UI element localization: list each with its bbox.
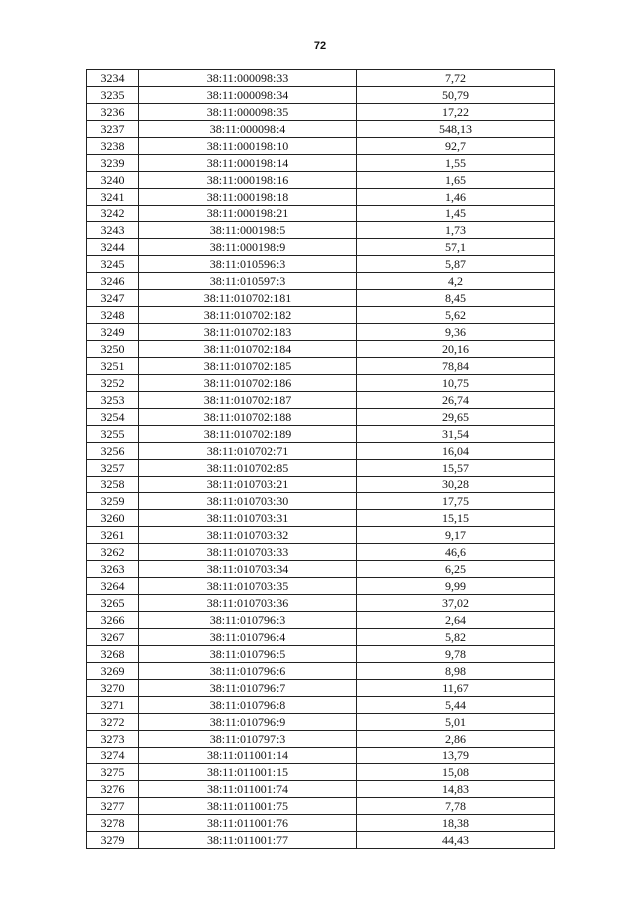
area-value-cell: 31,54 — [357, 425, 555, 442]
cadastral-number-cell: 38:11:000098:35 — [139, 103, 357, 120]
table-row — [87, 628, 555, 645]
row-number-cell: 3249 — [87, 324, 139, 341]
row-number-cell: 3270 — [87, 679, 139, 696]
row-number-cell: 3250 — [87, 341, 139, 358]
table-row — [87, 459, 555, 476]
area-value-cell: 6,25 — [357, 561, 555, 578]
table-row — [87, 154, 555, 171]
table-row — [87, 239, 555, 256]
table-row — [87, 256, 555, 273]
cadastral-number-cell: 38:11:010796:9 — [139, 713, 357, 730]
table-row — [87, 408, 555, 425]
area-value-cell: 7,78 — [357, 798, 555, 815]
row-number-cell: 3253 — [87, 391, 139, 408]
row-number-cell: 3272 — [87, 713, 139, 730]
cadastral-number-cell: 38:11:000098:34 — [139, 86, 357, 103]
area-value-cell: 46,6 — [357, 544, 555, 561]
row-number-cell: 3244 — [87, 239, 139, 256]
area-value-cell: 29,65 — [357, 408, 555, 425]
row-number-cell: 3236 — [87, 103, 139, 120]
table-row — [87, 341, 555, 358]
cadastral-number-cell: 38:11:000198:21 — [139, 205, 357, 222]
cadastral-number-cell: 38:11:010597:3 — [139, 273, 357, 290]
row-number-cell: 3241 — [87, 188, 139, 205]
area-value-cell: 1,65 — [357, 171, 555, 188]
cadastral-number-cell: 38:11:010702:181 — [139, 290, 357, 307]
row-number-cell: 3273 — [87, 730, 139, 747]
table-row — [87, 747, 555, 764]
area-value-cell: 7,72 — [357, 70, 555, 87]
area-value-cell: 8,98 — [357, 662, 555, 679]
cadastral-number-cell: 38:11:010702:71 — [139, 442, 357, 459]
table-row — [87, 442, 555, 459]
area-value-cell: 30,28 — [357, 476, 555, 493]
table-row — [87, 103, 555, 120]
area-value-cell: 548,13 — [357, 120, 555, 137]
row-number-cell: 3278 — [87, 815, 139, 832]
cadastral-number-cell: 38:11:000098:33 — [139, 70, 357, 87]
area-value-cell: 5,44 — [357, 696, 555, 713]
table-row — [87, 290, 555, 307]
area-value-cell: 15,15 — [357, 510, 555, 527]
area-value-cell: 9,17 — [357, 527, 555, 544]
area-value-cell: 57,1 — [357, 239, 555, 256]
row-number-cell: 3271 — [87, 696, 139, 713]
cadastral-number-cell: 38:11:010796:6 — [139, 662, 357, 679]
area-value-cell: 9,99 — [357, 578, 555, 595]
row-number-cell: 3239 — [87, 154, 139, 171]
area-value-cell: 11,67 — [357, 679, 555, 696]
area-value-cell: 5,62 — [357, 307, 555, 324]
table-row — [87, 86, 555, 103]
area-value-cell: 1,55 — [357, 154, 555, 171]
row-number-cell: 3269 — [87, 662, 139, 679]
cadastral-number-cell: 38:11:010702:184 — [139, 341, 357, 358]
row-number-cell: 3246 — [87, 273, 139, 290]
cadastral-number-cell: 38:11:011001:74 — [139, 781, 357, 798]
area-value-cell: 9,36 — [357, 324, 555, 341]
table-row — [87, 425, 555, 442]
cadastral-number-cell: 38:11:000098:4 — [139, 120, 357, 137]
cadastral-number-cell: 38:11:010702:186 — [139, 374, 357, 391]
row-number-cell: 3254 — [87, 408, 139, 425]
table-row — [87, 307, 555, 324]
table-row — [87, 662, 555, 679]
table-row — [87, 696, 555, 713]
cadastral-number-cell: 38:11:010703:35 — [139, 578, 357, 595]
cadastral-number-cell: 38:11:010703:32 — [139, 527, 357, 544]
table-row — [87, 578, 555, 595]
cadastral-number-cell: 38:11:010702:185 — [139, 357, 357, 374]
cadastral-number-cell: 38:11:010596:3 — [139, 256, 357, 273]
table-row — [87, 798, 555, 815]
table-row — [87, 544, 555, 561]
area-value-cell: 26,74 — [357, 391, 555, 408]
row-number-cell: 3260 — [87, 510, 139, 527]
area-value-cell: 2,64 — [357, 612, 555, 629]
row-number-cell: 3242 — [87, 205, 139, 222]
row-number-cell: 3247 — [87, 290, 139, 307]
area-value-cell: 1,45 — [357, 205, 555, 222]
cadastral-number-cell: 38:11:000198:9 — [139, 239, 357, 256]
cadastral-number-cell: 38:11:000198:16 — [139, 171, 357, 188]
cadastral-number-cell: 38:11:010703:33 — [139, 544, 357, 561]
area-value-cell: 78,84 — [357, 357, 555, 374]
row-number-cell: 3261 — [87, 527, 139, 544]
table-row — [87, 70, 555, 87]
table-row — [87, 781, 555, 798]
row-number-cell: 3275 — [87, 764, 139, 781]
table-row — [87, 679, 555, 696]
table-body — [87, 70, 555, 849]
area-value-cell: 5,01 — [357, 713, 555, 730]
row-number-cell: 3279 — [87, 832, 139, 849]
cadastral-number-cell: 38:11:011001:77 — [139, 832, 357, 849]
area-value-cell: 15,08 — [357, 764, 555, 781]
cadastral-number-cell: 38:11:010796:8 — [139, 696, 357, 713]
table-row — [87, 527, 555, 544]
table-row — [87, 476, 555, 493]
row-number-cell: 3240 — [87, 171, 139, 188]
area-value-cell: 17,75 — [357, 493, 555, 510]
row-number-cell: 3268 — [87, 645, 139, 662]
cadastral-number-cell: 38:11:000198:10 — [139, 137, 357, 154]
area-value-cell: 5,82 — [357, 628, 555, 645]
cadastral-number-cell: 38:11:010797:3 — [139, 730, 357, 747]
row-number-cell: 3265 — [87, 595, 139, 612]
row-number-cell: 3276 — [87, 781, 139, 798]
cadastral-number-cell: 38:11:010702:182 — [139, 307, 357, 324]
table-row — [87, 510, 555, 527]
row-number-cell: 3252 — [87, 374, 139, 391]
row-number-cell: 3256 — [87, 442, 139, 459]
row-number-cell: 3258 — [87, 476, 139, 493]
table-row — [87, 374, 555, 391]
table-row — [87, 188, 555, 205]
table-row — [87, 222, 555, 239]
cadastral-number-cell: 38:11:010703:36 — [139, 595, 357, 612]
cadastral-number-cell: 38:11:010796:7 — [139, 679, 357, 696]
area-value-cell: 8,45 — [357, 290, 555, 307]
area-value-cell: 14,83 — [357, 781, 555, 798]
cadastral-number-cell: 38:11:010702:85 — [139, 459, 357, 476]
area-value-cell: 18,38 — [357, 815, 555, 832]
row-number-cell: 3235 — [87, 86, 139, 103]
cadastral-number-cell: 38:11:000198:5 — [139, 222, 357, 239]
area-value-cell: 5,87 — [357, 256, 555, 273]
table-row — [87, 645, 555, 662]
cadastral-number-cell: 38:11:011001:76 — [139, 815, 357, 832]
cadastral-number-cell: 38:11:010796:4 — [139, 628, 357, 645]
table-row — [87, 273, 555, 290]
row-number-cell: 3251 — [87, 357, 139, 374]
area-value-cell: 92,7 — [357, 137, 555, 154]
cadastral-number-cell: 38:11:011001:75 — [139, 798, 357, 815]
cadastral-number-cell: 38:11:000198:18 — [139, 188, 357, 205]
row-number-cell: 3245 — [87, 256, 139, 273]
row-number-cell: 3267 — [87, 628, 139, 645]
cadastral-number-cell: 38:11:010703:34 — [139, 561, 357, 578]
table-row — [87, 324, 555, 341]
cadastral-number-cell: 38:11:000198:14 — [139, 154, 357, 171]
table-row — [87, 595, 555, 612]
cadastral-number-cell: 38:11:010796:5 — [139, 645, 357, 662]
cadastral-number-cell: 38:11:011001:14 — [139, 747, 357, 764]
row-number-cell: 3234 — [87, 70, 139, 87]
page-number: 72 — [313, 40, 327, 52]
area-value-cell: 10,75 — [357, 374, 555, 391]
cadastral-table — [86, 69, 555, 849]
area-value-cell: 37,02 — [357, 595, 555, 612]
area-value-cell: 9,78 — [357, 645, 555, 662]
row-number-cell: 3266 — [87, 612, 139, 629]
table-row — [87, 832, 555, 849]
table-row — [87, 137, 555, 154]
table-row — [87, 561, 555, 578]
cadastral-number-cell: 38:11:010703:30 — [139, 493, 357, 510]
table-row — [87, 713, 555, 730]
row-number-cell: 3243 — [87, 222, 139, 239]
area-value-cell: 15,57 — [357, 459, 555, 476]
cadastral-number-cell: 38:11:010796:3 — [139, 612, 357, 629]
cadastral-number-cell: 38:11:011001:15 — [139, 764, 357, 781]
table-row — [87, 205, 555, 222]
cadastral-number-cell: 38:11:010703:21 — [139, 476, 357, 493]
area-value-cell: 2,86 — [357, 730, 555, 747]
table-row — [87, 612, 555, 629]
area-value-cell: 44,43 — [357, 832, 555, 849]
table-row — [87, 815, 555, 832]
cadastral-number-cell: 38:11:010702:187 — [139, 391, 357, 408]
area-value-cell: 1,73 — [357, 222, 555, 239]
row-number-cell: 3264 — [87, 578, 139, 595]
table-row — [87, 391, 555, 408]
cadastral-number-cell: 38:11:010703:31 — [139, 510, 357, 527]
table-row — [87, 730, 555, 747]
area-value-cell: 16,04 — [357, 442, 555, 459]
area-value-cell: 4,2 — [357, 273, 555, 290]
area-value-cell: 20,16 — [357, 341, 555, 358]
row-number-cell: 3257 — [87, 459, 139, 476]
row-number-cell: 3263 — [87, 561, 139, 578]
row-number-cell: 3259 — [87, 493, 139, 510]
cadastral-number-cell: 38:11:010702:183 — [139, 324, 357, 341]
area-value-cell: 17,22 — [357, 103, 555, 120]
table-row — [87, 357, 555, 374]
row-number-cell: 3238 — [87, 137, 139, 154]
table-row — [87, 171, 555, 188]
area-value-cell: 50,79 — [357, 86, 555, 103]
area-value-cell: 13,79 — [357, 747, 555, 764]
row-number-cell: 3255 — [87, 425, 139, 442]
cadastral-number-cell: 38:11:010702:189 — [139, 425, 357, 442]
row-number-cell: 3248 — [87, 307, 139, 324]
row-number-cell: 3262 — [87, 544, 139, 561]
row-number-cell: 3274 — [87, 747, 139, 764]
table-row — [87, 120, 555, 137]
area-value-cell: 1,46 — [357, 188, 555, 205]
cadastral-number-cell: 38:11:010702:188 — [139, 408, 357, 425]
row-number-cell: 3277 — [87, 798, 139, 815]
table-row — [87, 493, 555, 510]
row-number-cell: 3237 — [87, 120, 139, 137]
table-row — [87, 764, 555, 781]
